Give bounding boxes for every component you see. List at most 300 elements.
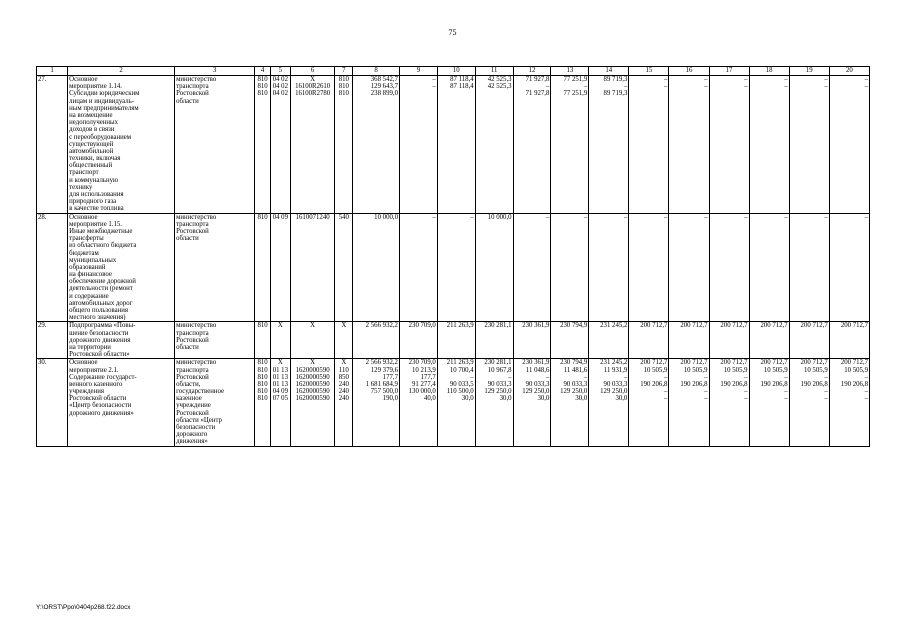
value: 810 — [257, 373, 268, 381]
value: 10 000,0 — [374, 213, 398, 221]
value-cell — [270, 213, 290, 322]
value: – — [470, 373, 474, 381]
value: 77 251,9 — [563, 90, 588, 98]
value: 10 505,9 — [683, 366, 708, 374]
value: – — [470, 213, 474, 221]
value: 810 — [257, 83, 268, 91]
value: 200 712,7 — [760, 322, 788, 330]
value: 71 927,8 — [525, 76, 550, 83]
value-cell — [589, 359, 629, 446]
value-cell — [399, 76, 437, 214]
measure-name-line: дорожного движения — [69, 336, 131, 344]
value: – — [432, 213, 436, 221]
value: – — [546, 213, 550, 221]
value: – — [508, 373, 512, 381]
value: – — [704, 83, 708, 91]
value: – — [664, 76, 668, 83]
value: 211 263,9 — [446, 359, 474, 367]
executor-line: государственное — [176, 388, 224, 396]
measure-name — [68, 76, 175, 214]
value: – — [824, 373, 828, 381]
value: 230 709,0 — [408, 322, 436, 330]
value: 190 206,8 — [840, 380, 868, 388]
value: 810 — [338, 76, 349, 83]
value: 04 09 — [272, 388, 288, 396]
value: 129 379,6 — [370, 366, 398, 374]
measure-name-line: Содержание государст- — [69, 373, 137, 381]
value-cell — [749, 76, 789, 214]
measure-name-line: ным предпринимателям — [69, 104, 139, 112]
value-cell — [353, 76, 400, 214]
value-cell — [669, 76, 709, 214]
measure-name-line: обеспечение дорожной — [69, 278, 136, 286]
value: 110 500,0 — [446, 388, 474, 396]
value: 230 281,1 — [484, 359, 512, 367]
executor-line: министерство — [176, 359, 217, 367]
value: 87 118,4 — [450, 83, 474, 91]
header-cell: 7 — [335, 67, 353, 76]
measure-name-line: мероприятие 1.15. — [69, 220, 123, 228]
value: – — [824, 395, 828, 403]
value: 10 505,9 — [723, 366, 748, 374]
value-cell — [255, 76, 271, 214]
value: 850 — [338, 373, 349, 381]
measure-name-line: муниципальных — [69, 256, 117, 264]
value: 200 712,7 — [680, 322, 708, 330]
value: 40,0 — [423, 395, 436, 403]
measure-name-line: для использования — [69, 191, 124, 198]
measure-name — [68, 213, 175, 322]
measure-name-line: и содержание — [69, 292, 109, 300]
value-cell — [335, 359, 353, 446]
value-cell — [629, 213, 669, 322]
measure-name — [68, 359, 175, 446]
header-cell: 9 — [399, 67, 437, 76]
executor-line: транспорта — [176, 329, 209, 337]
value: 10 505,9 — [643, 366, 668, 374]
value-cell — [789, 359, 829, 446]
value-cell — [709, 76, 749, 214]
value: – — [432, 83, 436, 91]
row-number: 27. — [37, 76, 68, 214]
value-cell — [551, 76, 589, 214]
value: 04 02 — [272, 76, 288, 83]
measure-name — [68, 322, 175, 359]
value: 368 542,7 — [370, 76, 398, 83]
value: – — [744, 213, 748, 221]
value: 810 — [257, 366, 268, 374]
value-cell — [437, 76, 475, 214]
value: 810 — [257, 380, 268, 388]
header-cell: 19 — [789, 67, 829, 76]
value: 01 13 — [272, 373, 288, 381]
header-cell: 6 — [290, 67, 335, 76]
measure-name-line: общего пользования — [69, 307, 129, 314]
value: 30,0 — [575, 395, 588, 403]
value: 540 — [338, 213, 349, 221]
value-cell — [669, 359, 709, 446]
measure-name-line: доходов в связи — [69, 126, 115, 134]
value: – — [744, 76, 748, 83]
value-cell — [475, 322, 513, 359]
value: – — [744, 395, 748, 403]
value: 10 505,9 — [763, 366, 788, 374]
value-cell — [270, 76, 290, 214]
value-cell — [709, 322, 749, 359]
measure-name-line: Ростовской области — [69, 395, 127, 403]
value: 240 — [338, 388, 349, 396]
value-cell — [829, 359, 869, 446]
value: – — [432, 76, 436, 83]
value: 810 — [257, 359, 268, 367]
value: 10 213,9 — [412, 366, 436, 374]
executor-line: области — [176, 343, 199, 351]
header-cell: 12 — [513, 67, 551, 76]
value: 10 967,8 — [487, 366, 512, 374]
value-cell — [629, 76, 669, 214]
file-path-footer: Y:\ORST\Ppo\0404p268.f22.docx — [36, 604, 131, 611]
value-cell — [437, 213, 475, 322]
value: 11 931,9 — [603, 366, 628, 374]
value — [711, 90, 748, 97]
value-cell — [709, 213, 749, 322]
value: 200 712,7 — [640, 359, 668, 367]
value-cell — [399, 213, 437, 322]
value-cell — [749, 322, 789, 359]
value: 200 712,7 — [720, 322, 748, 330]
value: 190 206,8 — [800, 380, 828, 388]
value: 810 — [257, 76, 268, 83]
value: 110 — [338, 366, 349, 374]
value: 30,0 — [461, 395, 474, 403]
measure-name-line: «Центр безопасности — [69, 402, 132, 410]
value: 190,0 — [382, 395, 398, 403]
value: 240 — [338, 395, 349, 403]
header-cell: 14 — [589, 67, 629, 76]
value-cell — [335, 322, 353, 359]
value: – — [784, 76, 788, 83]
measure-name-line: и коммунальную — [69, 176, 119, 184]
value: 01 13 — [272, 366, 288, 374]
budget-table — [36, 66, 870, 447]
value: – — [704, 373, 708, 381]
value: 89 719,3 — [603, 90, 628, 98]
measure-name-line: Подпрограмма «Повы- — [69, 322, 136, 330]
value-cell — [789, 213, 829, 322]
value: 230 709,0 — [408, 359, 436, 367]
executor — [175, 213, 255, 322]
executor-line: министерство — [176, 76, 217, 83]
value: 190 206,8 — [760, 380, 788, 388]
value: 200 712,7 — [840, 359, 868, 367]
measure-name-line: мероприятие 2.1. — [69, 366, 119, 374]
measure-name-line: Субсидии юридическим — [69, 90, 140, 98]
measure-name-line: общественный — [69, 162, 113, 170]
executor-line: министерство — [176, 213, 217, 221]
executor-line: области — [176, 97, 199, 105]
value: – — [583, 213, 588, 221]
value: – — [704, 388, 708, 396]
measure-name-line: дорожного движения» — [69, 409, 134, 417]
value: 1620000590 — [295, 366, 330, 374]
measure-name-line: с переоборудованием — [69, 133, 132, 141]
measure-name-line: из областного бюджета — [69, 242, 137, 250]
value-cell — [290, 359, 335, 446]
executor-line: Ростовской — [176, 373, 209, 381]
header-cell: 3 — [175, 67, 255, 76]
value: 87 118,4 — [450, 76, 474, 83]
header-cell: 11 — [475, 67, 513, 76]
value: – — [824, 83, 828, 91]
value: 04 02 — [272, 83, 288, 91]
value: – — [744, 388, 748, 396]
measure-name-line: транспорт — [69, 169, 99, 177]
value: 16100R2780 — [295, 90, 331, 98]
value-cell — [255, 359, 271, 446]
value — [751, 90, 788, 97]
value: 810 — [257, 322, 268, 330]
executor-line: дорожного — [176, 431, 208, 439]
value: 200 712,7 — [800, 322, 828, 330]
value: 200 712,7 — [840, 322, 868, 330]
measure-name-line: Ростовской области» — [69, 351, 130, 359]
value: – — [546, 83, 550, 91]
measure-name-line: существующей — [69, 140, 114, 148]
value — [439, 90, 474, 97]
table-row — [37, 76, 870, 214]
value-cell — [551, 359, 589, 446]
value-cell — [589, 213, 629, 322]
measure-name-line: на финансовое — [69, 271, 112, 279]
value: 11 048,6 — [525, 366, 550, 374]
value: 810 — [257, 388, 268, 396]
executor-line: области «Центр — [176, 416, 222, 424]
measure-name-line: автомобильной — [69, 147, 114, 155]
value: 71 927,8 — [525, 90, 550, 98]
executor-line: транспорта — [176, 220, 209, 228]
value: 42 525,3 — [487, 83, 512, 91]
value: 238 899,0 — [370, 90, 398, 98]
measure-name-line: техники, включая — [69, 155, 121, 163]
executor — [175, 76, 255, 214]
value — [670, 90, 707, 97]
header-cell: 13 — [551, 67, 589, 76]
value: – — [864, 76, 868, 83]
value-cell — [335, 76, 353, 214]
header-cell: 17 — [709, 67, 749, 76]
table-row — [37, 359, 870, 446]
measure-name-line: природного газа — [69, 198, 117, 206]
value: 230 281,1 — [484, 322, 512, 330]
value-cell — [829, 76, 869, 214]
value: 1610071240 — [295, 213, 330, 221]
value: 04 09 — [272, 213, 288, 221]
value: Х — [341, 322, 347, 330]
measure-name-line: бюджетам — [69, 249, 99, 257]
measure-name-line: шение безопасности — [69, 329, 129, 337]
value: – — [864, 83, 868, 91]
value: – — [864, 388, 868, 396]
value: 30,0 — [615, 395, 628, 403]
value: 230 794,9 — [560, 322, 588, 330]
executor-line: транспорта — [176, 83, 209, 91]
value: 200 712,7 — [760, 359, 788, 367]
value: 11 481,6 — [563, 366, 588, 374]
value: – — [744, 373, 748, 381]
value: – — [664, 83, 668, 91]
value — [477, 90, 512, 97]
value: 10 505,9 — [803, 366, 828, 374]
measure-name-line: на возмещение — [69, 111, 113, 119]
value: 190 206,8 — [680, 380, 708, 388]
value: – — [623, 373, 628, 381]
measure-name-line: образований — [69, 263, 106, 271]
value-cell — [709, 359, 749, 446]
value-cell — [513, 359, 551, 446]
value: Х — [310, 322, 316, 330]
value: 89 719,3 — [603, 76, 628, 83]
value: 190 206,8 — [720, 380, 748, 388]
value — [630, 90, 667, 97]
value: 177,7 — [420, 373, 436, 381]
value: – — [664, 213, 668, 221]
value: – — [664, 373, 668, 381]
value-cell — [669, 322, 709, 359]
value: 230 361,9 — [522, 359, 550, 367]
header-cell: 4 — [255, 67, 271, 76]
value: 230 361,9 — [522, 322, 550, 330]
value-cell — [290, 76, 335, 214]
value-cell — [290, 322, 335, 359]
value: 177,7 — [382, 373, 398, 381]
value: – — [864, 373, 868, 381]
value-cell — [335, 213, 353, 322]
value: 01 13 — [272, 380, 288, 388]
value: 757 500,0 — [370, 388, 398, 396]
header-cell: 1 — [37, 67, 68, 76]
value: 200 712,7 — [640, 322, 668, 330]
measure-name-line: автомобильных дорог — [69, 299, 133, 307]
value: Х — [341, 359, 347, 367]
value: 810 — [257, 213, 268, 221]
value: 200 712,7 — [800, 359, 828, 367]
value-cell — [475, 359, 513, 446]
value: 1620000590 — [295, 395, 330, 403]
page-number: 75 — [448, 28, 457, 37]
header-cell: 2 — [68, 67, 175, 76]
value: Х — [310, 76, 316, 83]
value-cell — [513, 76, 551, 214]
value-cell — [353, 213, 400, 322]
measure-name-line: деятельности (ремонт — [69, 285, 133, 293]
value-cell — [290, 213, 335, 322]
value: 810 — [257, 90, 268, 98]
header-cell: 15 — [629, 67, 669, 76]
executor-line: Ростовской — [176, 90, 209, 98]
value-cell — [399, 322, 437, 359]
value-cell — [749, 213, 789, 322]
value: – — [704, 395, 708, 403]
executor-line: области — [176, 235, 199, 243]
value-cell — [399, 359, 437, 446]
value: – — [704, 213, 708, 221]
executor-line: казенное — [176, 395, 202, 403]
value: 810 — [338, 83, 349, 91]
value: 30,0 — [537, 395, 550, 403]
measure-name-line: венного казенного — [69, 380, 123, 388]
executor-line: Ростовской — [176, 227, 209, 235]
value: 30,0 — [499, 395, 512, 403]
measure-name-line: технику — [69, 183, 93, 191]
value-cell — [589, 76, 629, 214]
value: 240 — [338, 380, 349, 388]
measure-name-line: Основное — [69, 359, 98, 367]
value: – — [824, 76, 828, 83]
executor-line: министерство — [176, 322, 217, 330]
measure-name-line: лицам и индивидуаль- — [69, 97, 135, 105]
value: – — [583, 83, 588, 91]
value: 129 643,7 — [370, 83, 398, 91]
value-cell — [513, 213, 551, 322]
executor-line: Ростовской — [176, 409, 209, 417]
value: 129 250,0 — [522, 388, 550, 396]
measure-name-line: недополученных — [69, 119, 119, 127]
value: 42 525,3 — [487, 76, 512, 83]
value: 1 681 684,9 — [365, 380, 398, 388]
value: 10 700,4 — [449, 366, 474, 374]
value: 90 033,3 — [563, 380, 588, 388]
value: – — [784, 213, 788, 221]
header-cell: 20 — [829, 67, 869, 76]
executor — [175, 359, 255, 446]
value: 129 250,0 — [484, 388, 512, 396]
value: – — [546, 373, 550, 381]
measure-name-line: на территории — [69, 343, 111, 351]
header-cell: 5 — [270, 67, 290, 76]
value-cell — [789, 322, 829, 359]
value: 2 566 932,2 — [365, 359, 398, 367]
executor-line: области, — [176, 380, 201, 388]
value: – — [704, 76, 708, 83]
measure-name-line: трансферты — [69, 235, 104, 243]
header-cell: 10 — [437, 67, 475, 76]
value: 90 033,3 — [603, 380, 628, 388]
value: 231 245,2 — [600, 322, 628, 330]
executor-line: безопасности — [176, 424, 216, 431]
value — [831, 90, 868, 97]
header-cell: 8 — [353, 67, 400, 76]
measure-name-line: в качестве топлива — [69, 205, 124, 213]
row-number: 28. — [37, 213, 68, 322]
value-cell — [513, 322, 551, 359]
value: – — [784, 395, 788, 403]
value-cell — [551, 322, 589, 359]
value: 211 263,9 — [446, 322, 474, 330]
value: – — [784, 388, 788, 396]
value: 91 277,4 — [412, 380, 436, 388]
value: 16100R2610 — [295, 83, 331, 91]
value-cell — [829, 213, 869, 322]
value: Х — [310, 359, 316, 367]
value: 129 250,0 — [560, 388, 588, 396]
value: 90 033,5 — [449, 380, 474, 388]
value: – — [824, 388, 828, 396]
measure-name-line: Основное — [69, 76, 98, 83]
header-cell: 16 — [669, 67, 709, 76]
value: – — [864, 213, 868, 221]
value: 90 033,3 — [487, 380, 512, 388]
value: 1620000590 — [295, 380, 330, 388]
